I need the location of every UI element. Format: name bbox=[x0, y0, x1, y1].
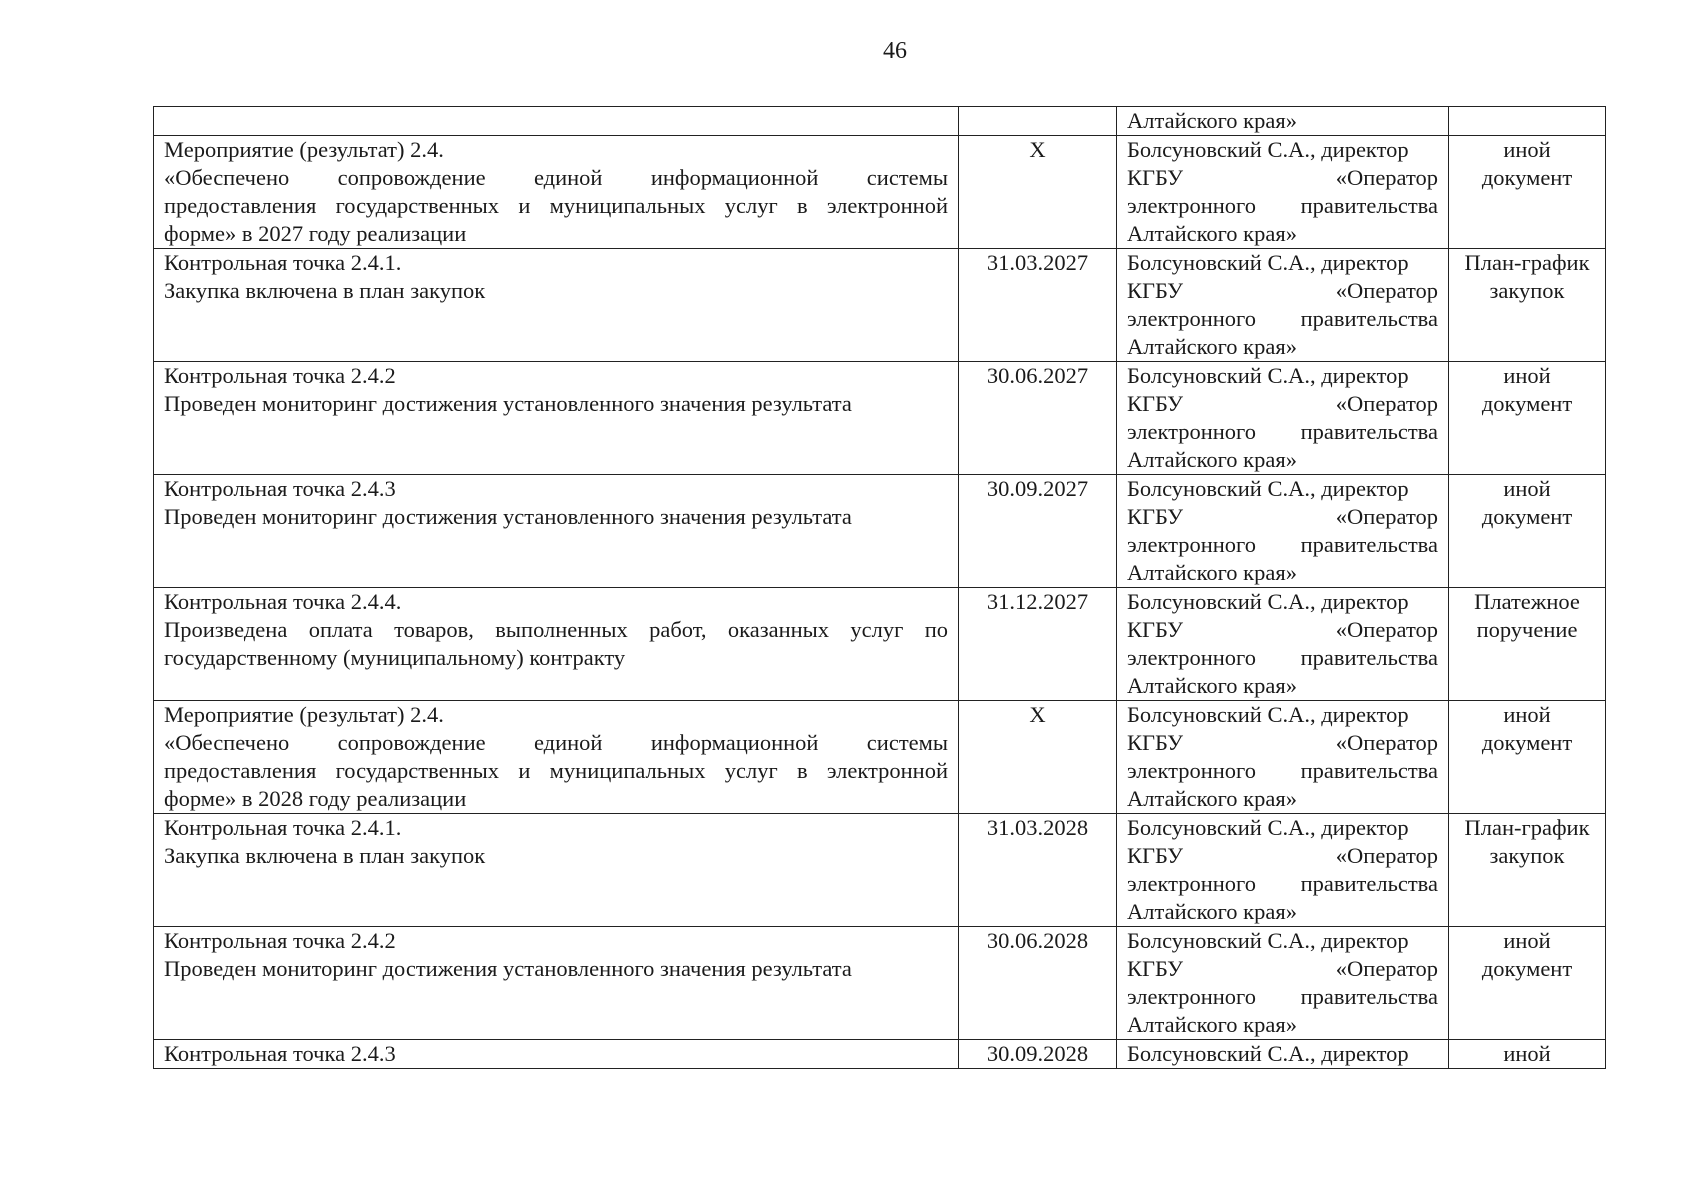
document-line: документ bbox=[1481, 956, 1573, 981]
document-line: закупок bbox=[1489, 843, 1565, 868]
measures-table bbox=[153, 106, 1606, 1069]
table-row bbox=[154, 814, 1606, 927]
date-cell: Х bbox=[959, 701, 1117, 814]
date-cell: Х bbox=[959, 136, 1117, 249]
responsible-line: электронного правительства bbox=[1127, 871, 1438, 896]
responsible-cell bbox=[1117, 814, 1449, 927]
responsible-line: КГБУ «Оператор bbox=[1127, 391, 1438, 416]
description-cell bbox=[154, 1040, 959, 1069]
responsible-line: электронного правительства bbox=[1127, 419, 1438, 444]
document-line: иной bbox=[1503, 928, 1551, 953]
responsible-line: электронного правительства bbox=[1127, 645, 1438, 670]
responsible-line: КГБУ «Оператор bbox=[1127, 843, 1438, 868]
table-row bbox=[154, 107, 1606, 136]
responsible-line: Алтайского края» bbox=[1127, 786, 1297, 811]
table-body bbox=[154, 107, 1606, 1069]
document-cell bbox=[1449, 249, 1606, 362]
responsible-line: Алтайского края» bbox=[1127, 673, 1297, 698]
responsible-line: Алтайского края» bbox=[1127, 560, 1297, 585]
page-number: 46 bbox=[883, 38, 907, 64]
document-line: документ bbox=[1481, 504, 1573, 529]
date-cell: 31.03.2028 bbox=[959, 814, 1117, 927]
table-row bbox=[154, 136, 1606, 249]
responsible-line: электронного правительства bbox=[1127, 984, 1438, 1009]
date-cell: 31.12.2027 bbox=[959, 588, 1117, 701]
description-line: Контрольная точка 2.4.2 bbox=[164, 928, 396, 953]
description-line: форме» в 2027 году реализации bbox=[164, 221, 467, 246]
document-line: Платежное bbox=[1474, 589, 1580, 614]
document-cell bbox=[1449, 701, 1606, 814]
responsible-cell bbox=[1117, 475, 1449, 588]
description-line: Контрольная точка 2.4.3 bbox=[164, 1041, 396, 1066]
responsible-cell bbox=[1117, 362, 1449, 475]
responsible-line: электронного правительства bbox=[1127, 306, 1438, 331]
document-line: закупок bbox=[1489, 278, 1565, 303]
description-line: предоставления государственных и муниципальных услуг в электронной bbox=[164, 193, 948, 218]
responsible-line: КГБУ «Оператор bbox=[1127, 730, 1438, 755]
description-line: Проведен мониторинг достижения установленного значения результата bbox=[164, 391, 852, 416]
responsible-line: электронного правительства bbox=[1127, 532, 1438, 557]
description-line: Произведена оплата товаров, выполненных работ, оказанных услуг по bbox=[164, 617, 948, 642]
description-cell bbox=[154, 701, 959, 814]
description-cell bbox=[154, 107, 959, 136]
document-cell bbox=[1449, 927, 1606, 1040]
document-line: поручение bbox=[1476, 617, 1578, 642]
date-cell bbox=[959, 107, 1117, 136]
description-line: Контрольная точка 2.4.1. bbox=[164, 815, 402, 840]
responsible-cell bbox=[1117, 1040, 1449, 1069]
responsible-cell bbox=[1117, 701, 1449, 814]
table-row bbox=[154, 927, 1606, 1040]
responsible-line: Болсуновский С.А., директор bbox=[1127, 589, 1409, 614]
table-row bbox=[154, 475, 1606, 588]
document-cell bbox=[1449, 1040, 1606, 1069]
description-line: Контрольная точка 2.4.2 bbox=[164, 363, 396, 388]
responsible-cell bbox=[1117, 927, 1449, 1040]
description-line: Мероприятие (результат) 2.4. bbox=[164, 702, 444, 727]
description-cell bbox=[154, 136, 959, 249]
document-line: План-график bbox=[1464, 815, 1590, 840]
description-line: Контрольная точка 2.4.4. bbox=[164, 589, 402, 614]
responsible-cell bbox=[1117, 588, 1449, 701]
date-cell: 31.03.2027 bbox=[959, 249, 1117, 362]
table-row bbox=[154, 249, 1606, 362]
description-line: Проведен мониторинг достижения установленного значения результата bbox=[164, 504, 852, 529]
document-cell bbox=[1449, 136, 1606, 249]
description-line: Закупка включена в план закупок bbox=[164, 843, 486, 868]
responsible-line: Болсуновский С.А., директор bbox=[1127, 137, 1409, 162]
responsible-line: Болсуновский С.А., директор bbox=[1127, 476, 1409, 501]
description-line: Контрольная точка 2.4.3 bbox=[164, 476, 396, 501]
responsible-line: Болсуновский С.А., директор bbox=[1127, 928, 1409, 953]
description-line: предоставления государственных и муниципальных услуг в электронной bbox=[164, 758, 948, 783]
document-line: иной bbox=[1503, 363, 1551, 388]
description-cell bbox=[154, 588, 959, 701]
document-line: План-график bbox=[1464, 250, 1590, 275]
responsible-line: Болсуновский С.А., директор bbox=[1127, 1041, 1409, 1066]
document-line: иной bbox=[1503, 1041, 1551, 1066]
description-line: Проведен мониторинг достижения установленного значения результата bbox=[164, 956, 852, 981]
document-line: иной bbox=[1503, 702, 1551, 727]
responsible-line: КГБУ «Оператор bbox=[1127, 617, 1438, 642]
responsible-line: Болсуновский С.А., директор bbox=[1127, 363, 1409, 388]
document-line: документ bbox=[1481, 391, 1573, 416]
responsible-line: Алтайского края» bbox=[1127, 108, 1297, 133]
responsible-line: Алтайского края» bbox=[1127, 1012, 1297, 1037]
description-cell bbox=[154, 927, 959, 1040]
responsible-cell bbox=[1117, 136, 1449, 249]
document-line: документ bbox=[1481, 730, 1573, 755]
responsible-line: Алтайского края» bbox=[1127, 334, 1297, 359]
document-cell bbox=[1449, 588, 1606, 701]
document-cell bbox=[1449, 475, 1606, 588]
document-line: документ bbox=[1481, 165, 1573, 190]
table-row bbox=[154, 588, 1606, 701]
responsible-line: Алтайского края» bbox=[1127, 447, 1297, 472]
document-cell bbox=[1449, 362, 1606, 475]
responsible-cell bbox=[1117, 249, 1449, 362]
responsible-line: КГБУ «Оператор bbox=[1127, 278, 1438, 303]
table-row bbox=[154, 362, 1606, 475]
responsible-cell bbox=[1117, 107, 1449, 136]
description-line: «Обеспечено сопровождение единой информационной системы bbox=[164, 730, 948, 755]
date-cell: 30.06.2027 bbox=[959, 362, 1117, 475]
responsible-line: Болсуновский С.А., директор bbox=[1127, 702, 1409, 727]
date-cell: 30.09.2028 bbox=[959, 1040, 1117, 1069]
responsible-line: Болсуновский С.А., директор bbox=[1127, 815, 1409, 840]
document-line: иной bbox=[1503, 137, 1551, 162]
responsible-line: КГБУ «Оператор bbox=[1127, 504, 1438, 529]
description-cell bbox=[154, 814, 959, 927]
responsible-line: Болсуновский С.А., директор bbox=[1127, 250, 1409, 275]
description-line: государственному (муниципальному) контракту bbox=[164, 645, 626, 670]
description-cell bbox=[154, 249, 959, 362]
responsible-line: Алтайского края» bbox=[1127, 221, 1297, 246]
table-row bbox=[154, 701, 1606, 814]
description-cell bbox=[154, 362, 959, 475]
table-row bbox=[154, 1040, 1606, 1069]
description-line: Контрольная точка 2.4.1. bbox=[164, 250, 402, 275]
responsible-line: электронного правительства bbox=[1127, 193, 1438, 218]
description-cell bbox=[154, 475, 959, 588]
description-line: Закупка включена в план закупок bbox=[164, 278, 486, 303]
date-cell: 30.06.2028 bbox=[959, 927, 1117, 1040]
responsible-line: электронного правительства bbox=[1127, 758, 1438, 783]
responsible-line: Алтайского края» bbox=[1127, 899, 1297, 924]
responsible-line: КГБУ «Оператор bbox=[1127, 956, 1438, 981]
responsible-line: КГБУ «Оператор bbox=[1127, 165, 1438, 190]
description-line: «Обеспечено сопровождение единой информационной системы bbox=[164, 165, 948, 190]
date-cell: 30.09.2027 bbox=[959, 475, 1117, 588]
description-line: форме» в 2028 году реализации bbox=[164, 786, 467, 811]
document-cell bbox=[1449, 107, 1606, 136]
description-line: Мероприятие (результат) 2.4. bbox=[164, 137, 444, 162]
document-cell bbox=[1449, 814, 1606, 927]
document-line: иной bbox=[1503, 476, 1551, 501]
